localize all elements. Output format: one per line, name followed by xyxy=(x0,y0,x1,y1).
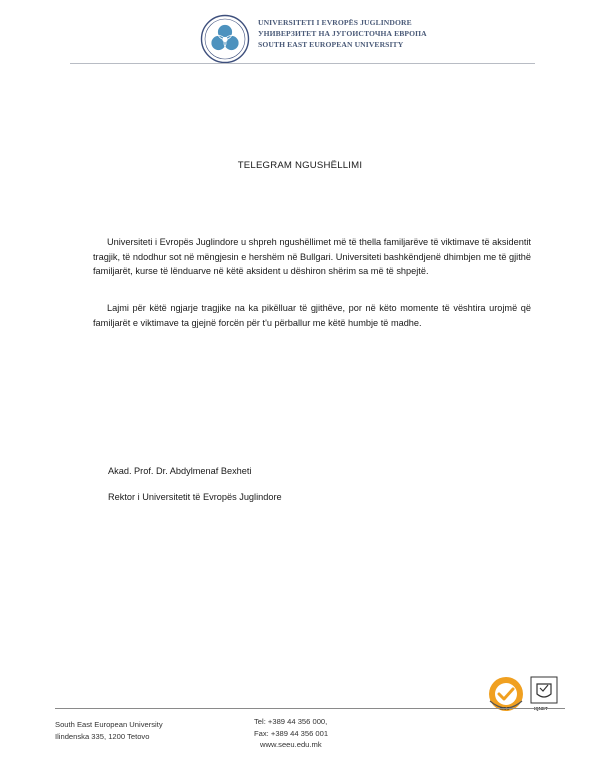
university-name-english: SOUTH EAST EUROPEAN UNIVERSITY xyxy=(258,40,404,49)
header-divider xyxy=(70,63,535,64)
footer-street-address: Ilindenska 335, 1200 Tetovo xyxy=(55,732,150,741)
letterhead xyxy=(200,14,460,64)
university-name-block xyxy=(258,17,427,50)
footer-fax: Fax: +389 44 356 001 xyxy=(254,728,329,738)
university-crest-icon xyxy=(200,14,250,64)
footer-contact xyxy=(254,716,328,751)
university-name-macedonian: УНИВЕРЗИТЕТ НА ЈУГОИСТОЧНА ЕВРОПА xyxy=(258,29,427,38)
footer-address xyxy=(55,719,163,743)
paragraph-condolences: Universiteti i Evropës Juglindore u shpreh ngushëllimet më të thella familjarëve të viktimave të aksidentit tragjik, të ndodhur sot në mëngjesin e hershëm në Bullgari. Universiteti bashkëndjenë dhimbjen me të gjithë familjarët, kurse të lënduarve në këtë aksident u dëshiron shërim sa më të shpejtë. xyxy=(93,237,531,277)
signatory-position: Rektor i Universitetit të Evropës Juglindore xyxy=(108,492,282,502)
document-title: TELEGRAM NGUSHËLLIMI xyxy=(237,160,363,171)
footer-phone: Tel: +389 44 356 000, xyxy=(254,717,328,726)
signatory-name: Akad. Prof. Dr. Abdylmenaf Bexheti xyxy=(108,466,252,476)
paragraph-sympathy: Lajmi për këtë ngjarje tragjike na ka pikëlluar të gjithëve, por në këto momente të vështira urojmë që familjarët e viktimave ta gjejnë forcën për t'u përballur me këtë humbje të madhe. xyxy=(93,303,531,328)
footer-website-link[interactable]: www.seeu.edu.mk xyxy=(260,740,322,749)
footer-university-name: South East European University xyxy=(55,720,163,729)
footer-divider xyxy=(55,708,565,709)
university-name-albanian: UNIVERSITETI I EVROPËS JUGLINDORE xyxy=(258,18,412,27)
